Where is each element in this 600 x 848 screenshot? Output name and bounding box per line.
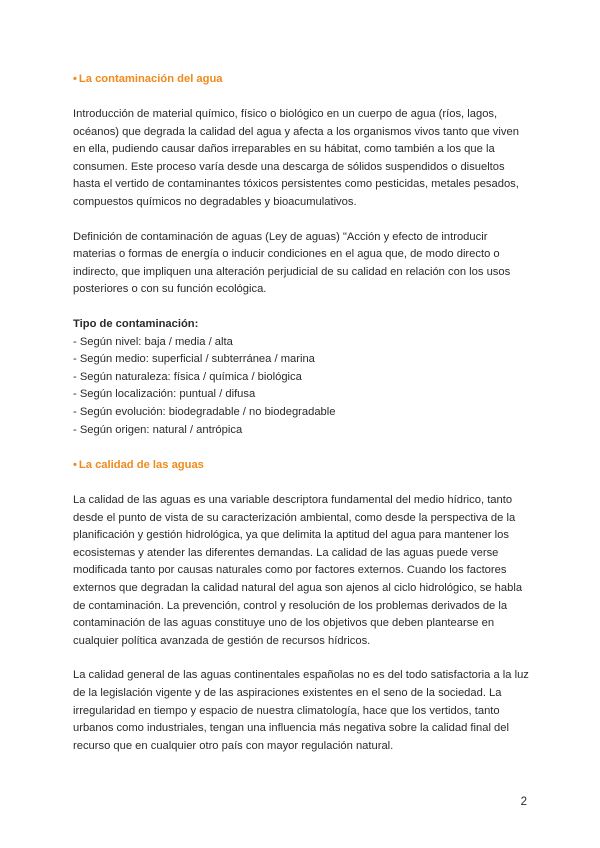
section-heading-text: La calidad de las aguas — [78, 459, 204, 472]
bullet-icon: • — [73, 459, 77, 472]
list-tipos-contaminacion — [73, 334, 529, 440]
document-page — [73, 70, 529, 772]
list-item: - Según evolución: biodegradable / no biodegradable — [73, 405, 336, 418]
paragraph-calidad-general: La calidad general de las aguas continentales españolas no es del todo satisfactoria a la luz de la legislación vigente y de las aspiraciones existentes en el seno de la sociedad. La irregularidad en tiempo y espacio de nuestra climatología, hace que los vertidos, tanto urbanos como industriales, tengan una influencia más negativa sobre la calidad final del recurso que en cualquier otro país con mayor regulación natural. — [73, 669, 529, 752]
paragraph-calidad-variable: La calidad de las aguas es una variable descriptora fundamental del medio hídrico, tanto desde el punto de vista de su caracterización ambiental, como desde la perspectiva de la planificación y gestión hidrológica, ya que delimita la aptitud del agua para mantener los ecosistemas y atender las diferentes demandas. La calidad de las aguas puede verse modificada tanto por causas naturales como por factores externos. Cuando los factores externos que degradan la calidad natural del agua son ajenos al ciclo hidrológico, se habla de contaminación. La prevención, control y resolución de los problemas derivados de la contaminación de las aguas constituye uno de los objetivos que deben plantearse en cualquier política avanzada de gestión de recursos hídricos. — [73, 494, 523, 647]
section-heading-text: La contaminación del agua — [78, 73, 223, 85]
page-number: 2 — [520, 796, 527, 808]
list-item: - Según medio: superficial / subterránea / marina — [73, 353, 315, 366]
section-heading-contaminacion — [73, 70, 529, 88]
list-item: - Según origen: natural / antrópica — [73, 423, 243, 436]
list-item: - Según naturaleza: física / química / biológica — [73, 370, 302, 383]
paragraph-definicion: Definición de contaminación de aguas (Ley de aguas) "Acción y efecto de introducir materias o formas de energía o inducir condiciones en el agua que, de modo directo o indirecto, que impliquen una alteración perjudicial de su calidad en relación con los usos posteriores o con su función ecológica. — [73, 230, 511, 296]
paragraph-introduccion: Introducción de material químico, físico o biológico en un cuerpo de agua (ríos, lagos, océanos) que degrada la calidad del agua y afecta a los organismos vivos tanto que viven en ella, pudiendo causar daños irreparables en su hábitat, como también a los que la consumen. Este proceso varía desde una descarga de sólidos suspendidos o disueltos hasta el vertido de contaminantes tóxicos persistentes como pesticidas, metales pesados, compuestos químicos no degradables y bioacumulativos. — [73, 108, 519, 208]
section-heading-calidad — [73, 456, 529, 474]
bullet-icon: • — [73, 73, 77, 85]
list-item: - Según nivel: baja / media / alta — [73, 335, 233, 348]
list-title-tipo-contaminacion: Tipo de contaminación: — [73, 317, 199, 330]
list-item: - Según localización: puntual / difusa — [73, 388, 256, 401]
